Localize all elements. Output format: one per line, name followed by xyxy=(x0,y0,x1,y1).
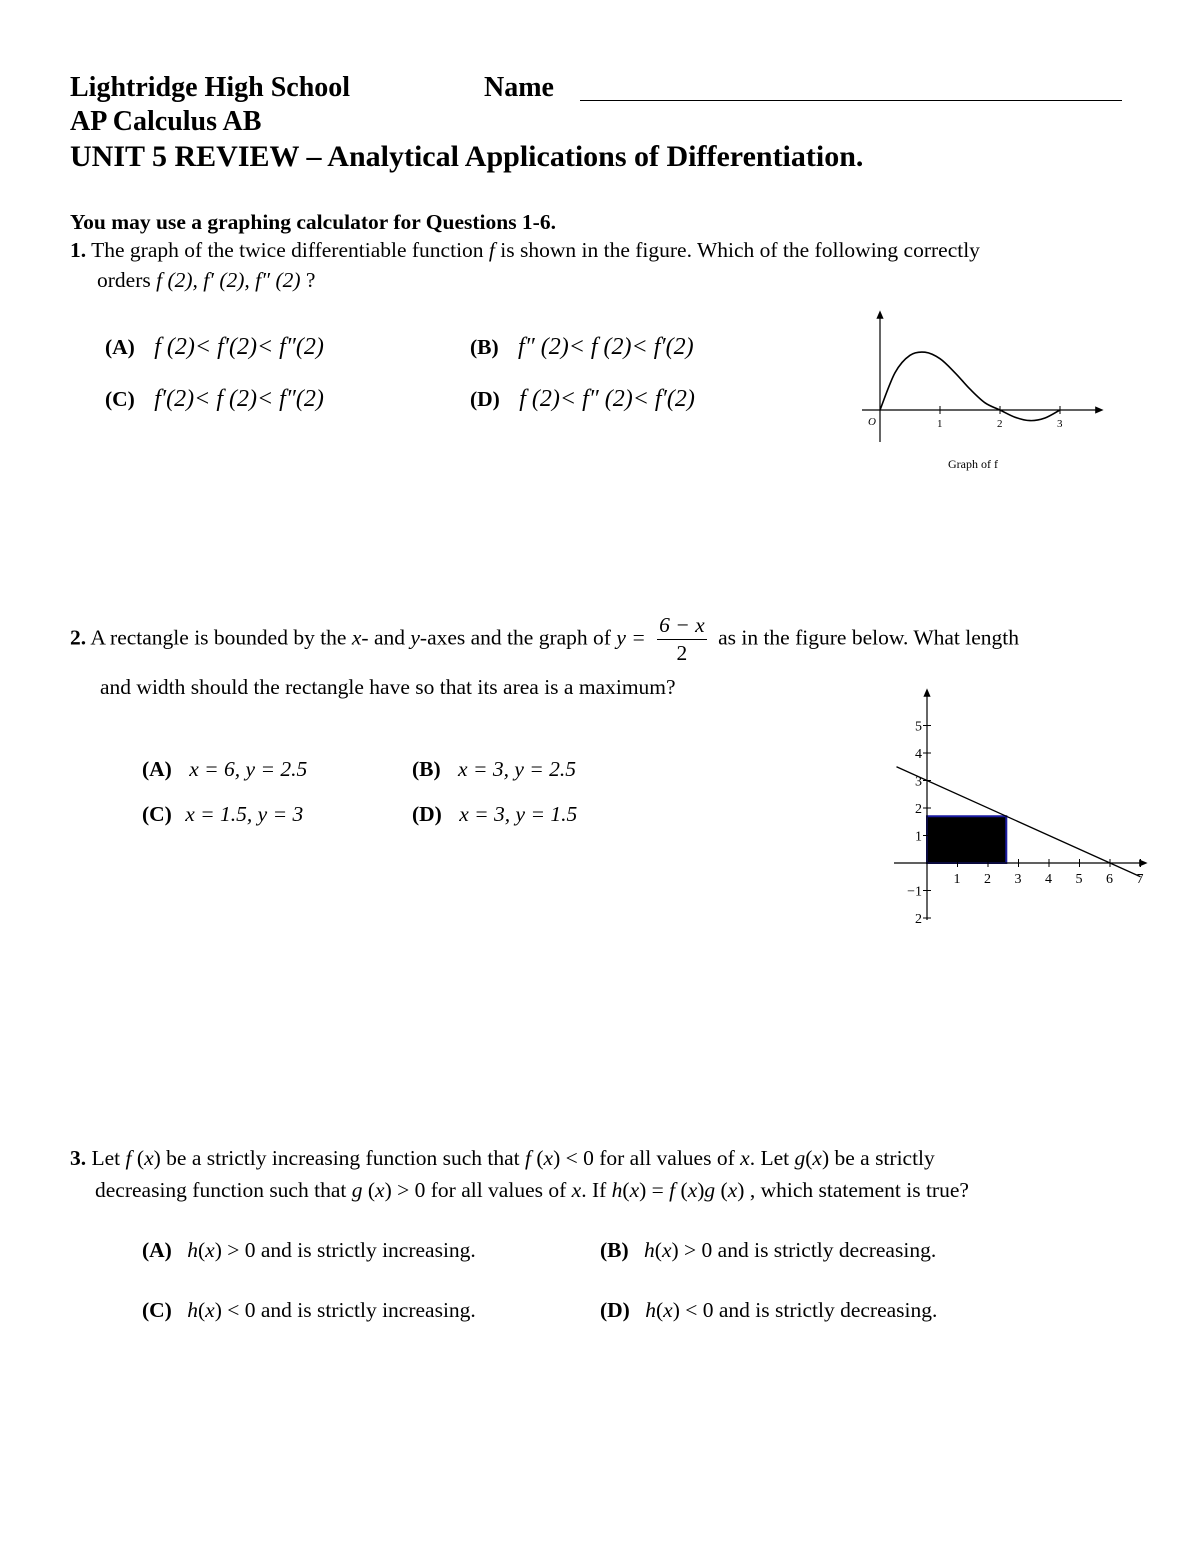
q3-line-1-seg: x xyxy=(812,1146,822,1170)
q2-x-tick-label: 4 xyxy=(1045,872,1052,887)
q3-option-expr-seg: h xyxy=(187,1238,198,1262)
q2-x-tick-label: 5 xyxy=(1075,872,1083,887)
q3-option-b-expr xyxy=(644,1238,936,1262)
q1-option-a-expr: f (2)< f′(2)< f″(2) xyxy=(154,334,324,360)
q3-option-expr-seg: ( xyxy=(197,1298,206,1322)
q3-line-2-seg: h xyxy=(611,1178,623,1202)
q3-option-d-letter: (D) xyxy=(600,1298,630,1322)
q3-option-expr-seg: ( xyxy=(655,1298,664,1322)
q2-y-tick-label: 3 xyxy=(915,774,922,790)
q3-option-c-letter: (C) xyxy=(142,1298,172,1322)
q1-option-d-expr: f (2)< f″ (2)< f′(2) xyxy=(519,386,695,412)
q1-option-c-expr: f′(2)< f (2)< f″(2) xyxy=(154,386,324,412)
q2-fraction xyxy=(657,612,707,667)
q2-x-tick-label: 1 xyxy=(953,872,961,887)
q1-text-d: ? xyxy=(300,268,316,292)
q2-y-tick-label: 1 xyxy=(915,829,922,845)
q3-option-b-letter: (B) xyxy=(600,1238,629,1262)
q2-option-d-expr: x = 3, y = 1.5 xyxy=(459,802,578,826)
q1-graph-caption: Graph of f xyxy=(948,457,998,471)
q3-line-2-seg: x xyxy=(727,1178,738,1202)
q3-option-a-expr xyxy=(187,1238,476,1262)
q1-option-b-expr: f″ (2)< f (2)< f′(2) xyxy=(518,334,694,360)
q3-option-d-expr xyxy=(645,1298,937,1322)
q3-option-a[interactable] xyxy=(142,1238,476,1263)
q1-x-tick-label: 1 xyxy=(937,418,943,430)
name-field-line[interactable] xyxy=(580,100,1122,101)
q3-line-2-seg: ( xyxy=(675,1178,688,1202)
q3-line-2-seg: x xyxy=(375,1178,385,1202)
q1-text-c: orders xyxy=(97,268,157,292)
q3-line-2 xyxy=(95,1178,969,1203)
q3-line-1-seg: f xyxy=(524,1146,531,1170)
calculator-note: You may use a graphing calculator for Questions 1-6. xyxy=(70,210,556,234)
q3-option-d[interactable] xyxy=(600,1298,937,1323)
q3-line-2-seg: , which statement is true? xyxy=(744,1178,969,1202)
q3-option-expr-seg: ) < 0 and is strictly decreasing. xyxy=(672,1298,938,1322)
q2-y-tick-label: 2 xyxy=(915,912,922,924)
q2-option-c-letter: (C) xyxy=(142,802,172,826)
course-name: AP Calculus AB xyxy=(70,106,262,137)
q2-y-var: y xyxy=(410,625,420,650)
q2-x-var: x xyxy=(351,625,362,650)
q3-option-b[interactable] xyxy=(600,1238,936,1263)
q3-line-1-seg: ( xyxy=(131,1146,145,1170)
q3-line-1-seg: ) < 0 xyxy=(553,1146,594,1170)
q1-origin-label: O xyxy=(868,416,876,428)
q1-option-a-letter: (A) xyxy=(105,335,135,359)
q3-option-expr-seg: x xyxy=(205,1238,215,1262)
name-label: Name xyxy=(484,72,554,103)
q3-line-1-seg: ) xyxy=(153,1146,161,1170)
q2-x-tick-label: 7 xyxy=(1136,872,1144,887)
q2-x-tick-label: 3 xyxy=(1014,872,1022,887)
q1-option-a[interactable] xyxy=(105,334,324,361)
q3-line-2-seg: ( xyxy=(715,1178,728,1202)
q1-option-c[interactable] xyxy=(105,386,324,413)
q2-option-c[interactable] xyxy=(142,802,303,827)
q3-option-expr-seg: x xyxy=(661,1238,672,1262)
q1-option-c-letter: (C) xyxy=(105,387,135,411)
q1-text-b: is shown in the figure. Which of the following correctly xyxy=(494,238,980,262)
q2-text-b: - and xyxy=(361,625,411,650)
q3-line-1-seg: . Let xyxy=(749,1146,795,1170)
q3-option-expr-seg: ( xyxy=(197,1238,206,1262)
q2-option-b[interactable] xyxy=(412,757,576,782)
q2-option-b-expr: x = 3, y = 2.5 xyxy=(458,757,577,781)
q2-option-a-letter: (A) xyxy=(142,757,172,781)
q3-line-2-seg: ) = xyxy=(639,1178,670,1202)
q3-line-1-seg: be a strictly xyxy=(829,1146,935,1170)
q2-y-tick-label: −1 xyxy=(907,884,922,900)
q3-line-2-seg: g xyxy=(351,1178,363,1202)
q1-fn: f xyxy=(488,238,495,262)
q3-option-expr-seg: ) > 0 and is strictly increasing. xyxy=(214,1238,476,1262)
q3-option-expr-seg: ( xyxy=(654,1238,662,1262)
q3-line-2-seg: ) > 0 xyxy=(384,1178,426,1202)
q2-graph xyxy=(890,688,1152,924)
q1-option-d-letter: (D) xyxy=(470,387,500,411)
q2-x-tick-label: 6 xyxy=(1106,872,1113,887)
q3-line-2-seg: x xyxy=(629,1178,640,1202)
school-name: Lightridge High School xyxy=(70,72,351,103)
q3-line-1-seg: for all values of xyxy=(593,1146,741,1170)
q2-x-tick-label: 2 xyxy=(984,872,991,887)
q1-number: 1. xyxy=(70,238,87,262)
q3-option-expr-seg: ) < 0 and is strictly increasing. xyxy=(214,1298,476,1322)
q3-line-2-seg: x xyxy=(687,1178,698,1202)
q3-line-2-seg: ( xyxy=(622,1178,630,1202)
unit-title: UNIT 5 REVIEW – Analytical Applications of Differentiation. xyxy=(70,140,864,173)
q2-text-e: and width should the rectangle have so that its area is a maximum? xyxy=(100,675,676,699)
q3-option-a-letter: (A) xyxy=(142,1238,172,1262)
q3-line-1-seg: x xyxy=(144,1146,154,1170)
q2-y-tick-label: 4 xyxy=(915,747,922,762)
q2-text-d: as in the figure below. What length xyxy=(718,625,1019,650)
q3-line-1-seg: ( xyxy=(805,1146,813,1170)
q3-line-1-seg: Let xyxy=(91,1146,126,1170)
q3-option-expr-seg: x xyxy=(205,1298,215,1322)
q3-line-1-seg: x xyxy=(543,1146,554,1170)
q1-option-b-letter: (B) xyxy=(470,335,499,359)
q3-option-expr-seg: h xyxy=(645,1298,656,1322)
q2-option-b-letter: (B) xyxy=(412,757,441,781)
q3-line-1-seg: ) xyxy=(821,1146,830,1170)
q3-line-2-seg: ) xyxy=(697,1178,705,1202)
q3-option-expr-seg: x xyxy=(663,1298,673,1322)
q3-line-2-seg: x xyxy=(571,1178,582,1202)
q1-x-tick-label: 2 xyxy=(997,418,1003,430)
q3-line-1-seg: g xyxy=(794,1146,806,1170)
q3-line-2-seg: . If xyxy=(581,1178,612,1202)
q1-graph xyxy=(858,308,1108,480)
q3-line-1-seg: be a strictly increasing function such that xyxy=(160,1146,525,1170)
q2-number: 2. xyxy=(70,625,87,650)
q2-option-a[interactable] xyxy=(142,757,307,782)
q2-text-a: A rectangle is bounded by the xyxy=(90,625,352,650)
q1-option-d[interactable] xyxy=(470,386,695,413)
q3-line-2-seg: ( xyxy=(362,1178,376,1202)
q2-eq-lhs: y = xyxy=(616,625,646,650)
q2-fraction-denominator: 2 xyxy=(676,640,688,665)
q2-option-a-expr: x = 6, y = 2.5 xyxy=(189,757,308,781)
q2-option-d[interactable] xyxy=(412,802,577,827)
q3-line-2-seg: ) xyxy=(737,1178,745,1202)
q3-option-c-expr xyxy=(187,1298,476,1322)
q2-rectangle xyxy=(927,816,1006,863)
q1-text-a: The graph of the twice differentiable function xyxy=(91,238,489,262)
q3-line-1 xyxy=(70,1146,935,1171)
q2-option-c-expr: x = 1.5, y = 3 xyxy=(185,802,304,826)
q2-y-tick-label: 2 xyxy=(915,802,922,817)
q1-line-2 xyxy=(97,268,315,293)
q3-line-2-seg: for all values of xyxy=(425,1178,572,1202)
q2-option-d-letter: (D) xyxy=(412,802,442,826)
q2-text-c: -axes and the graph of xyxy=(419,625,617,650)
q3-option-expr-seg: h xyxy=(644,1238,655,1262)
q3-line-2-seg: g xyxy=(704,1178,716,1202)
q2-line-1 xyxy=(70,612,1019,672)
q3-option-c[interactable] xyxy=(142,1298,476,1323)
q1-option-b[interactable] xyxy=(470,334,694,361)
q2-y-tick-label: 5 xyxy=(915,719,922,735)
q1-x-tick-label: 3 xyxy=(1057,418,1063,430)
q3-option-expr-seg: ) > 0 and is strictly decreasing. xyxy=(671,1238,937,1262)
q3-line-1-seg: ( xyxy=(530,1146,544,1170)
q1-expr: f (2), f′ (2), f″ (2) xyxy=(156,268,301,292)
q3-line-1-text xyxy=(92,1146,935,1170)
q2-fraction-numerator: 6 − x xyxy=(657,612,707,640)
q3-line-1-seg: f xyxy=(125,1146,132,1170)
q3-line-2-seg: decreasing function such that xyxy=(95,1178,352,1202)
q3-line-1-seg: x xyxy=(740,1146,750,1170)
q1-line-1 xyxy=(70,238,980,263)
q3-line-2-seg: f xyxy=(669,1178,676,1202)
q3-number: 3. xyxy=(70,1146,87,1170)
q3-option-expr-seg: h xyxy=(187,1298,198,1322)
